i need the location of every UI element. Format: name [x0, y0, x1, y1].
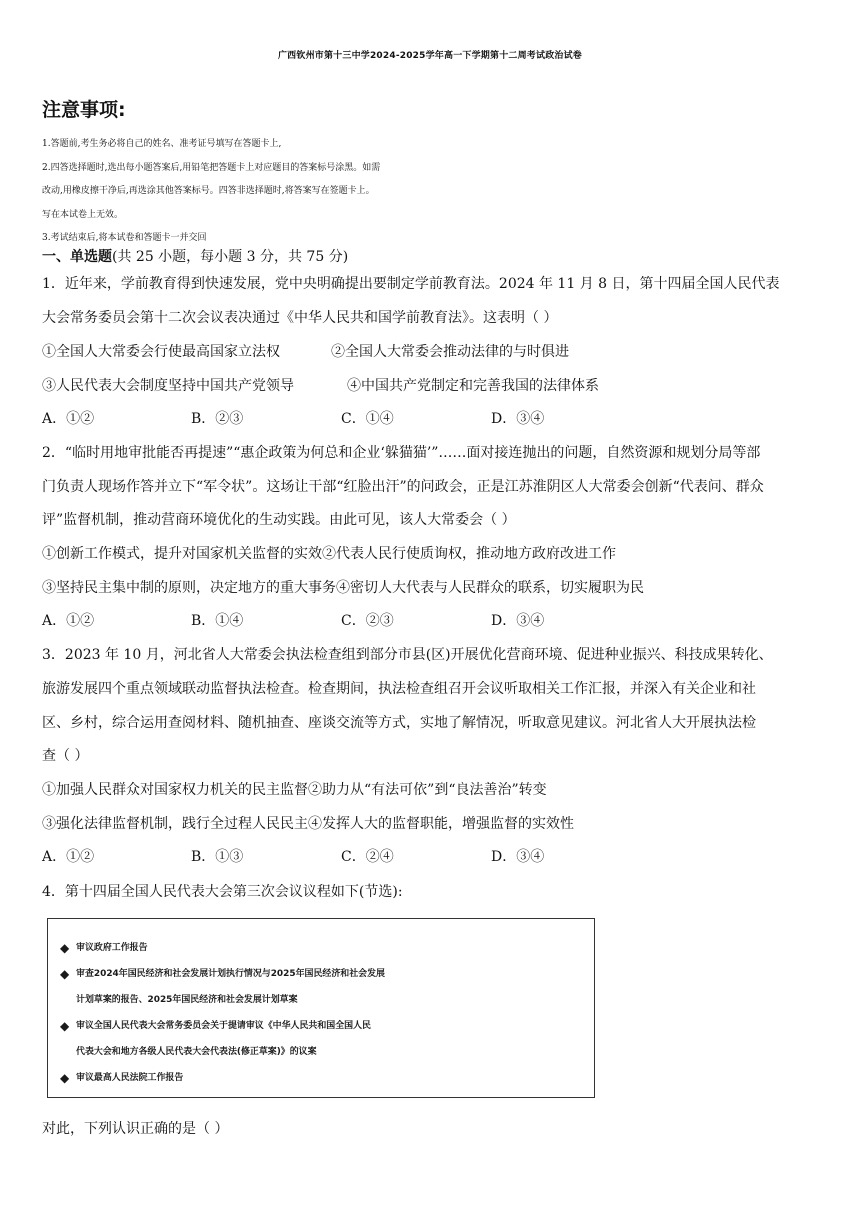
- question-3-option-b: B．①③: [191, 849, 244, 865]
- notice-line: 2.四答选择题时,选出每小题答案后,用铅笔把答题卡上对应题目的答案标号涂黑。如需: [42, 162, 381, 173]
- diamond-bullet-icon: ◆: [60, 941, 70, 955]
- notice-line: 写在本试卷上无效。: [42, 209, 124, 220]
- question-1-option-c: C．①④: [341, 411, 394, 427]
- agenda-item-text: 审议政府工作报告: [76, 943, 148, 953]
- question-2-stem: 门负责人现场作答并立下“军令状”。这场让干部“红脸出汗”的问政会，正是江苏淮阴区人大常委会创新“代表问、群众: [42, 479, 764, 495]
- question-4-stem: 4．第十四届全国人民代表大会第三次会议议程如下(节选):: [42, 884, 403, 900]
- notice-line: 改动,用橡皮擦干净后,再选涂其他答案标号。四答非选择题时,将答案写在签题卡上。: [42, 186, 375, 196]
- diamond-bullet-icon: ◆: [60, 967, 70, 981]
- question-3-stem: 区、乡村，综合运用查阅材料、随机抽查、座谈交流等方式，实地了解情况，听取意见建议。河北省人大开展执法检: [42, 715, 756, 731]
- page-title: 广西钦州市第十三中学2024-2025学年高一下学期第十二周考试政治试卷: [277, 51, 583, 61]
- agenda-item: [60, 1065, 586, 1091]
- question-1-statement: ④中国共产党制定和完善我国的法律体系: [347, 378, 599, 394]
- question-3-option-c: C．②④: [341, 849, 394, 865]
- question-1-stem: 大会常务委员会第十二次会议表决通过《中华人民共和国学前教育法》。这表明（ ）: [42, 310, 558, 326]
- question-1-option-b: B．②③: [191, 411, 244, 427]
- agenda-item-text: 计划草案的报告、2025年国民经济和社会发展计划草案: [76, 995, 298, 1005]
- question-1-statement: ③人民代表大会制度坚持中国共产党领导: [42, 378, 294, 394]
- question-4-followup: 对此，下列认识正确的是（ ）: [42, 1121, 229, 1137]
- notice-line: 3.考试结束后,将本试卷和答题卡一并交回: [42, 233, 207, 243]
- question-2-option-c: C．②③: [341, 613, 394, 629]
- diamond-bullet-icon: ◆: [60, 1071, 70, 1085]
- question-3-stem: 查（ ）: [42, 748, 89, 764]
- question-3-stem: 3．2023 年 10 月，河北省人大常委会执法检查组到部分市县(区)开展优化营商环境、促进种业振兴、科技成果转化、: [42, 647, 773, 663]
- question-1-statement: ②全国人大常委会推动法律的与时俱进: [331, 344, 569, 360]
- question-2-stem: 2．“临时用地审批能否再提速”“惠企政策为何总和企业‘躲猫猫’”……面对接连抛出的问题，自然资源和规划分局等部: [42, 445, 761, 461]
- diamond-bullet-icon: ◆: [60, 1019, 70, 1033]
- question-3-option-d: D．③④: [491, 849, 545, 865]
- notice-line: 1.答题前,考生务必将自己的姓名、准考证号填写在答题卡上,: [42, 139, 282, 149]
- question-1-option-d: D．③④: [491, 411, 545, 427]
- question-2-stem: 评”监督机制，推动营商环境优化的生动实践。由此可见，该人大常委会（ ）: [42, 512, 516, 528]
- notice-block: [42, 133, 822, 251]
- agenda-item: [60, 961, 586, 1013]
- question-1-option-a: A．①②: [42, 411, 95, 427]
- question-2-statement: ①创新工作模式，提升对国家机关监督的实效②代表人民行使质询权，推动地方政府改进工作: [42, 546, 616, 562]
- agenda-item-text: 审议最高人民法院工作报告: [76, 1073, 184, 1083]
- question-2-option-a: A．①②: [42, 613, 95, 629]
- question-2-option-b: B．①④: [191, 613, 244, 629]
- agenda-item-text: 代表大会和地方各级人民代表大会代表法(修正草案)》的议案: [76, 1047, 317, 1057]
- question-3-statement: ①加强人民群众对国家权力机关的民主监督②助力从“有法可依”到“良法善治”转变: [42, 782, 547, 798]
- question-3-option-a: A．①②: [42, 849, 95, 865]
- agenda-item-text: 审议全国人民代表大会常务委员会关于提请审议《中华人民共和国全国人民: [76, 1021, 371, 1031]
- question-3-statement: ③强化法律监督机制，践行全过程人民民主④发挥人大的监督职能，增强监督的实效性: [42, 816, 574, 832]
- agenda-item: [60, 935, 586, 961]
- section-name: 一、单选题: [42, 249, 112, 265]
- agenda-item-text: 审查2024年国民经济和社会发展计划执行情况与2025年国民经济和社会发展: [76, 969, 385, 979]
- section-info: (共 25 小题，每小题 3 分，共 75 分): [112, 249, 349, 265]
- question-1-stem: 1．近年来，学前教育得到快速发展，党中央明确提出要制定学前教育法。2024 年 11 月 8 日，第十四届全国人民代表: [42, 276, 780, 292]
- question-2-option-d: D．③④: [491, 613, 545, 629]
- section-heading: [42, 247, 348, 267]
- agenda-item: [60, 1013, 586, 1065]
- question-3-stem: 旅游发展四个重点领域联动监督执法检查。检查期间，执法检查组召开会议听取相关工作汇报，并深入有关企业和社: [42, 681, 756, 697]
- agenda-figure: [47, 918, 595, 1098]
- notice-heading: 注意事项:: [42, 99, 126, 121]
- question-1-statement: ①全国人大常委会行使最高国家立法权: [42, 344, 280, 360]
- question-2-statement: ③坚持民主集中制的原则，决定地方的重大事务④密切人大代表与人民群众的联系，切实履职为民: [42, 580, 644, 596]
